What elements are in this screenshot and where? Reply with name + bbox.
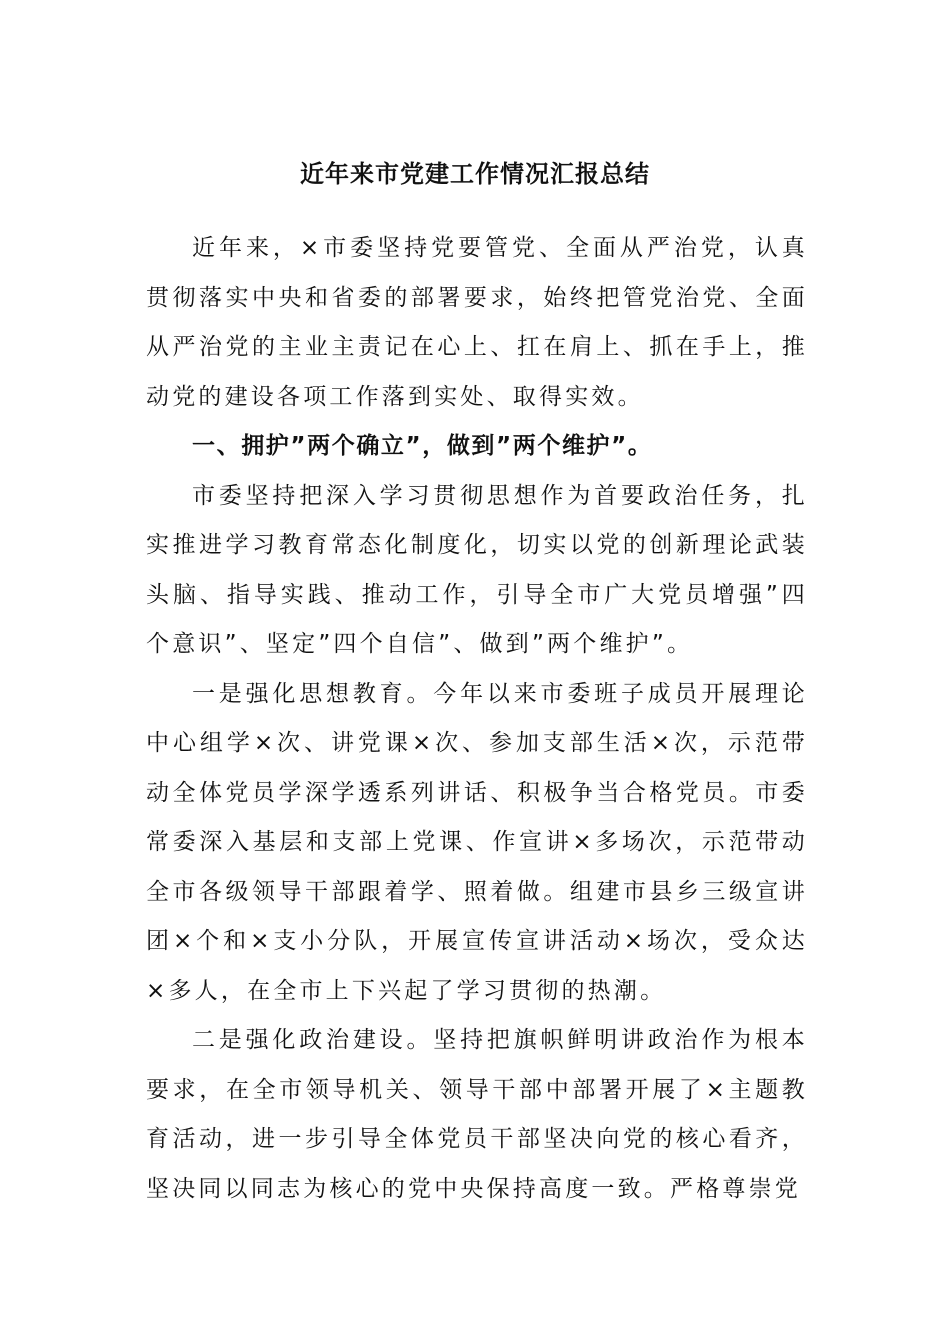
paragraph-ideological-education: 一是强化思想教育。今年以来市委班子成员开展理论中心组学×次、讲党课×次、参加支部生活×次，示范带动全体党员学深学透系列讲话、积极争当合格党员。市委常委深入基层和支部上党课、作宣讲×多场次，示范带动全市各级领导干部跟着学、照着做。组建市县乡三级宣讲团×个和×支小分队，开展宣传宣讲活动×场次，受众达×多人，在全市上下兴起了学习贯彻的热潮。 bbox=[146, 680, 808, 1004]
document-body bbox=[146, 224, 808, 1214]
document-title: 近年来市党建工作情况汇报总结 bbox=[300, 159, 650, 188]
paragraph-intro: 近年来，×市委坚持党要管党、全面从严治党，认真贯彻落实中央和省委的部署要求，始终把管党治党、全面从严治党的主业主责记在心上、扛在肩上、抓在手上，推动党的建设各项工作落到实处、取得实效。 bbox=[146, 235, 808, 410]
paragraph-political-construction: 二是强化政治建设。坚持把旗帜鲜明讲政治作为根本要求，在全市领导机关、领导干部中部署开展了×主题教育活动，进一步引导全体党员干部坚决向党的核心看齐，坚决同以同志为核心的党中央保持高度一致。严格尊崇党 bbox=[146, 1027, 808, 1202]
paragraph-section-1-overview: 市委坚持把深入学习贯彻思想作为首要政治任务，扎实推进学习教育常态化制度化，切实以党的创新理论武装头脑、指导实践、推动工作，引导全市广大党员增强”四个意识”、坚定”四个自信”、做到”两个维护”。 bbox=[146, 482, 808, 657]
section-heading-1: 一、拥护”两个确立”，做到”两个维护”。 bbox=[192, 433, 653, 459]
